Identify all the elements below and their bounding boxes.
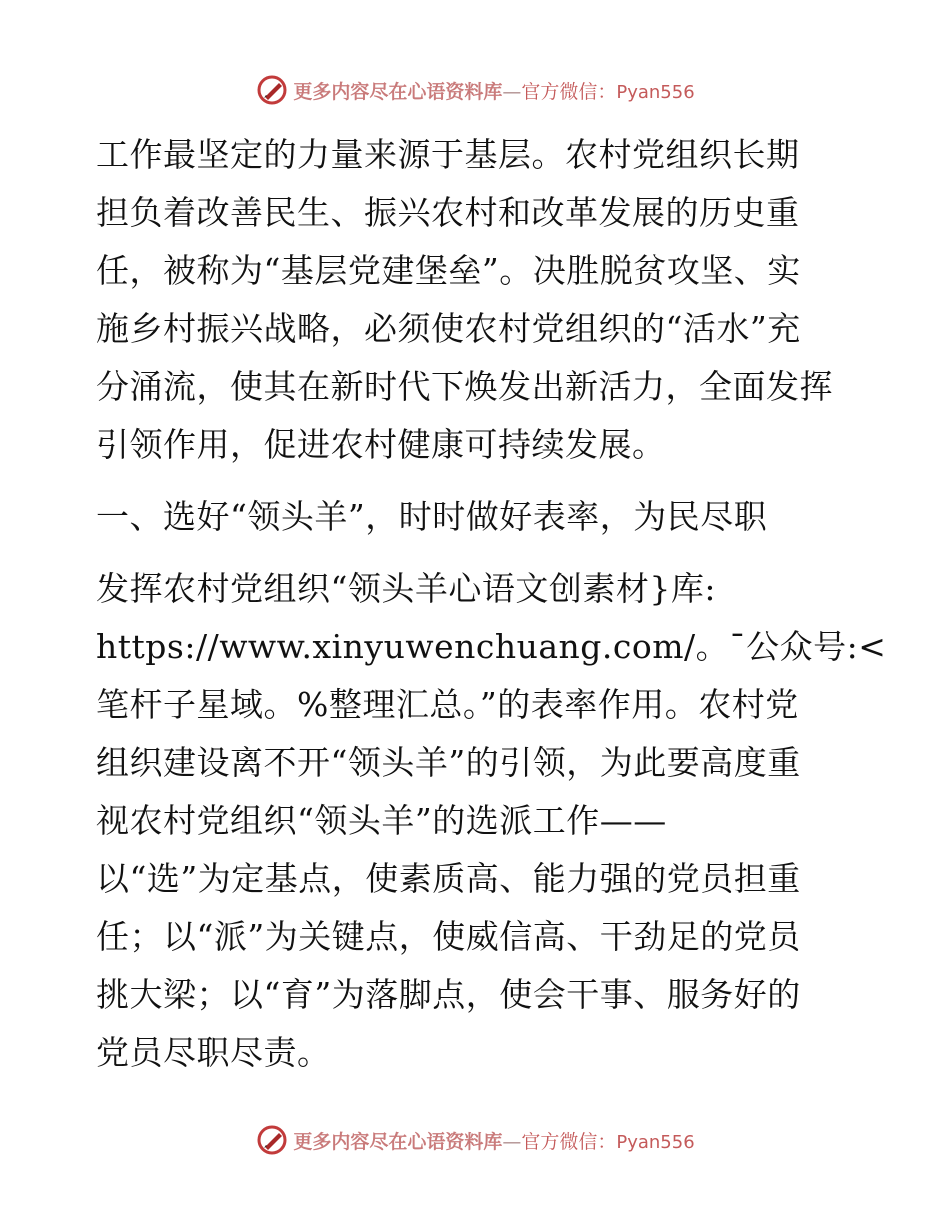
text-line: 以“选”为定基点，使素质高、能力强的党员担重: [96, 859, 801, 898]
paragraph-2: [96, 560, 887, 1082]
watermark-wechat-label: 官方微信：: [521, 1130, 617, 1153]
pen-logo-icon: [255, 1123, 289, 1157]
text-line: 笔杆子星域。%整理汇总。”的表率作用。农村党: [96, 685, 799, 724]
watermark-wechat-id: Pyan556: [616, 81, 695, 103]
header-watermark: [0, 70, 950, 110]
text-line: 工作最坚定的力量来源于基层。农村党组织长期: [96, 135, 800, 174]
watermark-text: [293, 1127, 694, 1154]
text-line: 发挥农村党组织“领头羊心语文创素材}库:: [96, 569, 716, 608]
text-line: 施乡村振兴战略，必须使农村党组织的“活水”充: [96, 309, 801, 348]
text-line: 任；以“派”为关键点，使威信高、干劲足的党员: [96, 917, 801, 956]
text-line: https://www.xinyuwenchuang.com/。¯公众号:<: [96, 627, 887, 666]
text-line: 组织建设离不开“领头羊”的引领，为此要高度重: [96, 743, 801, 782]
watermark-wechat-id: Pyan556: [616, 1131, 695, 1153]
text-line: 挑大梁；以“育”为落脚点，使会干事、服务好的: [96, 975, 801, 1014]
watermark-dash: —: [502, 80, 522, 103]
text-line: 任，被称为“基层党建堡垒”。决胜脱贫攻坚、实: [96, 251, 801, 290]
text-line: 担负着改善民生、振兴农村和改革发展的历史重: [96, 193, 800, 232]
text-line: 党员尽职尽责。: [96, 1033, 331, 1072]
document-body: [96, 126, 887, 1082]
footer-watermark: [0, 1120, 950, 1160]
watermark-text: [293, 77, 694, 104]
pen-logo-icon: [255, 73, 289, 107]
section-heading-1: 一、选好“领头羊”，时时做好表率，为民尽职: [96, 497, 768, 536]
watermark-main: 更多内容尽在心语资料库: [293, 1130, 503, 1153]
watermark-main: 更多内容尽在心语资料库: [293, 80, 503, 103]
watermark-wechat-label: 官方微信：: [521, 80, 617, 103]
text-line: 视农村党组织“领头羊”的选派工作——: [96, 801, 667, 840]
text-line: 引领作用，促进农村健康可持续发展。: [96, 425, 666, 464]
watermark-dash: —: [502, 1130, 522, 1153]
text-line: 分涌流，使其在新时代下焕发出新活力，全面发挥: [96, 367, 833, 406]
paragraph-1: [96, 126, 856, 474]
